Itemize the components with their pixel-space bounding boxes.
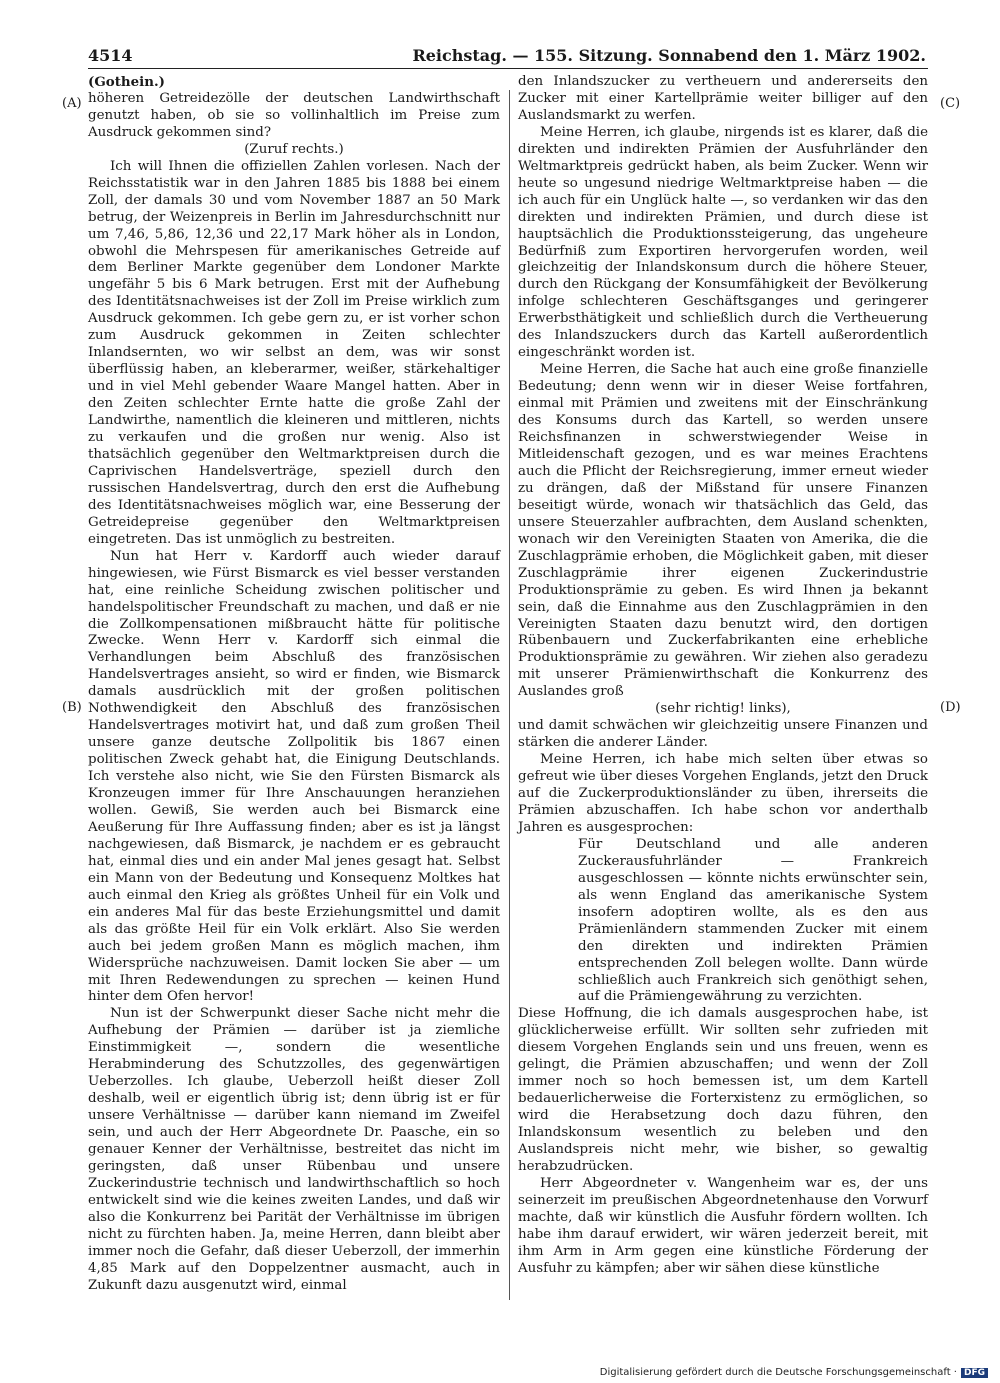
paragraph: und damit schwächen wir gleichzeitig unsere Finanzen und stärken die anderer Länder. (518, 718, 928, 751)
margin-marker-c: (C) (940, 96, 961, 111)
paragraph: Diese Hoffnung, die ich damals ausgesprochen habe, ist glücklicherweise erfüllt. Wir sollten sehr zufrieden mit diesem Vorgehen Englands sein und uns freuen, wenn es gelingt, die Prämien abzuschaffen; und wenn der Zoll immer noch so hoch bemessen ist, um dem Kartell bedauerlicherweise die Forterxistenz zu ermöglichen, so wird die Herabsetzung doch dazu führen, den Inlandskonsum wesentlich zu beleben und den Auslandspreis nicht mehr, wie bisher, so gewaltig herabzudrücken. (518, 1006, 928, 1174)
paragraph: höheren Getreidezölle der deutschen Landwirthschaft genutzt haben, ob sie so vollinhaltlich im Preise zum Ausdruck gekommen sind? (88, 90, 500, 140)
credit-text: Digitalisierung gefördert durch die Deutsche Forschungsgemeinschaft · (599, 1367, 957, 1378)
page-number: 4514 (88, 46, 133, 65)
block-quote: Für Deutschland und alle anderen Zuckerausfuhrländer — Frankreich ausgeschlossen — könnte nichts erwünschter sein, als wenn England das amerikanische System insofern adoptiren wollte, als es den aus Prämienländern stammenden Zucker mit einem den direkten und indirekten Prämien entsprechenden Zoll belegen wollte. Dann würde schließlich auch Frankreich sich genöthigt sehen, auf die Prämiengewährung zu verzichten. (578, 836, 928, 1005)
header-rule (88, 68, 928, 69)
right-column (518, 74, 928, 1278)
margin-marker-b: (B) (62, 700, 82, 715)
interjection: (Zuruf rechts.) (244, 141, 344, 157)
paragraph: Ich will Ihnen die offiziellen Zahlen vorlesen. Nach der Reichsstatistik war in den Jahren 1885 bis 1888 bei einem Zoll, der damals 30 und vom November 1887 an 50 Mark betrug, der Weizenpreis in Berlin im Jahresdurchschnitt nur um 7,46, 5,86, 12,36 und 22,17 Mark höher als in London, obwohl die Mehrspesen für amerikanisches Getreide auf dem Berliner Markte gegenüber dem Londoner Markte ungefähr 5 bis 6 Mark betrugen. Erst mit der Aufhebung des Identitätsnachweises ist der Zoll im Preise wirklich zum Ausdruck gekommen. Ich gebe gern zu, er ist vorher schon zum Ausdruck gekommen in Zeiten schlechter Inlandsernten, wo wir selbst an dem, was wir sonst überflüssig haben, an kleberarmer, weißer, stärkehaltiger und in viel Mehl gebender Waare Mangel hatten. Aber in den Zeiten schlechter Ernte hatte die große Zahl der Landwirthe, namentlich die kleineren und mittleren, nichts zu verkaufen und die großen nur wenig. Also ist thatsächlich gegenüber den Weltmarktpreisen durch die Caprivischen Handelsverträge, speziell durch den russischen Handelsvertrag, durch den erst die Aufhebung des Identitätsnachweises möglich war, eine Besserung der Getreidepreise gegenüber den Weltmarktpreisen eingetreten. Das ist unmöglich zu bestreiten. (88, 158, 500, 547)
running-title: Reichstag. — 155. Sitzung. Sonnabend den 1. März 1902. (412, 46, 926, 65)
paragraph: Nun hat Herr v. Kardorff auch wieder darauf hingewiesen, wie Fürst Bismarck es viel besser verstanden hat, eine reinliche Scheidung zwischen politischer und handelspolitischer Freundschaft zu machen, und daß er nie die Zollkompensationen mißbraucht hätte für politische Zwecke. Wenn Herr v. Kardorff sich einmal die Verhandlungen beim Abschluß des französischen Handelsvertrages ansieht, so wird er finden, wie Bismarck damals ausdrücklich mit der großen politischen Nothwendigkeit den Abschluß des französischen Handelsvertrages motivirt hat, und daß zum großen Theil unsere ganze deutsche Zollpolitik bis 1867 einen politischen Zweck gehabt hat, die Einigung Deutschlands. Ich verstehe also nicht, wie Sie den Fürsten Bismarck als Kronzeugen immer für Ihre Anschauungen heranziehen wollen. Gewiß, Sie werden auch bei Bismarck eine Aeußerung für Ihre Auffassung finden; aber es ist ja längst nachgewiesen, daß Bismarck, je nachdem er es gebraucht hat, einmal dies und ein ander Mal jenes gesagt hat. Selbst ein Mann von der Bedeutung und Konsequenz Moltkes hat auch einmal den Krieg als größtes Unheil für ein Volk und ein anderes Mal für das beste Erziehungsmittel und damit als das größte Heil für ein Volk erklärt. Also Sie werden auch bei jedem großen Mann es möglich machen, ihm Widersprüche nachzuweisen. Damit locken Sie aber — um mit Ihren Redewendungen zu sprechen — keinen Hund hinter dem Ofen hervor! (88, 548, 500, 1005)
margin-marker-a: (A) (62, 96, 82, 111)
dfg-logo: DFG (961, 1368, 988, 1378)
paragraph: den Inlandszucker zu vertheuern und andererseits den Zucker mit einer Kartellprämie weiter billiger auf den Auslandsmarkt zu werfen. (518, 74, 928, 123)
interjection: (sehr richtig! links), (655, 701, 791, 717)
paragraph: Nun ist der Schwerpunkt dieser Sache nicht mehr die Aufhebung der Prämien — darüber ist ja ziemliche Einstimmigkeit —, sondern die wesentliche Herabminderung des Schutzzolles, des gegenwärtigen Ueberzolles. Ich glaube, Ueberzoll heißt dieser Zoll deshalb, weil er eigentlich übrig ist; denn übrig ist er für unsere Verhältnisse — darüber kann niemand im Zweifel sein, und auch der Herr Abgeordnete Dr. Paasche, ein so genauer Kenner der Verhältnisse, bestreitet das nicht im geringsten, daß unser Rübenbau und unsere Zuckerindustrie technisch und landwirthschaftlich so hoch entwickelt sind wie die keines zweiten Landes, und daß wir also die Konkurrenz bei Parität der Verhältnisse im übrigen nicht zu fürchten haben. Ja, meine Herren, dann bleibt aber immer noch die Gefahr, daß dieser Ueberzoll, der immerhin 4,85 Mark auf den Doppelzentner ausmacht, auch in Zukunft dazu ausgenutzt wird, einmal (88, 1006, 500, 1293)
margin-marker-d: (D) (940, 700, 961, 715)
digitization-credit (600, 1367, 988, 1378)
page-header (88, 44, 926, 70)
paragraph: Meine Herren, die Sache hat auch eine große finanzielle Bedeutung; denn wenn wir in dieser Weise fortfahren, einmal mit Prämien und zweitens mit der Einschränkung des Konsums durch das Kartell, so werden unsere Reichsfinanzen in schwerstwiegender Weise in Mitleidenschaft gezogen, und es war meines Erachtens auch die Pflicht der Reichsregierung, immer erneut wieder zu drängen, daß der Mißstand für unsere Finanzen beseitigt würde, wonach wir thatsächlich das Geld, das unsere Steuerzahler aufbrachten, dem Ausland schenkten, wonach wir den Vereinigten Staaten von Amerika, die die Zuschlagprämie erhoben, die Möglichkeit gaben, mit dieser Zuschlagprämie ihrer eigenen Zuckerindustrie Produktionsprämie zu geben. Es wird Ihnen ja bekannt sein, daß die Einnahme aus den Zuschlagprämien in den Vereinigten Staaten dazu benutzt wird, den dortigen Rübenbauern und Zuckerfabrikanten eine erhebliche Produktionsprämie zu gewähren. Wir ziehen also geradezu mit unserer Prämienwirthschaft die Konkurrenz des Auslandes groß (518, 362, 928, 700)
column-divider (509, 90, 510, 1300)
paragraph: Herr Abgeordneter v. Wangenheim war es, der uns seinerzeit im preußischen Abgeordnetenhause den Vorwurf machte, daß wir künstlich die Ausfuhr fördern wollten. Ich habe ihm darauf erwidert, wir wären jederzeit bereit, mit ihm Arm in Arm gegen eine künstliche Förderung der Ausfuhr zu kämpfen; aber wir sähen diese künstliche (518, 1175, 928, 1276)
speaker-label: (Gothein.) (88, 74, 165, 90)
paragraph: Meine Herren, ich habe mich selten über etwas so gefreut wie über dieses Vorgehen Englands, jetzt den Druck auf die Zuckerproduktionsländer zu üben, ihrerseits die Prämien abzuschaffen. Ich habe schon vor anderthalb Jahren es ausgesprochen: (518, 752, 928, 835)
left-column (88, 74, 500, 1295)
paragraph: Meine Herren, ich glaube, nirgends ist es klarer, daß die direkten und indirekten Prämien der Ausfuhrländer den Weltmarktpreis gedrückt haben, als beim Zucker. Wenn wir heute so ungesund niedrige Weltmarktpreise haben — die ich auch für ein Unglück halte —, so verdanken wir das den direkten und indirekten Prämien, und durch diese ist hauptsächlich die Produktionssteigerung, das ungeheure Bedürfniß zum Exportiren hervorgerufen worden, weil gleichzeitig der Inlandskonsum durch die höhere Steuer, durch den Rückgang der Konsumfähigkeit der Bevölkerung infolge schlechteren Geschäftsganges und geringerer Erwerbsthätigkeit und schließlich durch die Vertheuerung des Inlandszuckers durch das Kartell außerordentlich eingeschränkt worden ist. (518, 124, 928, 361)
